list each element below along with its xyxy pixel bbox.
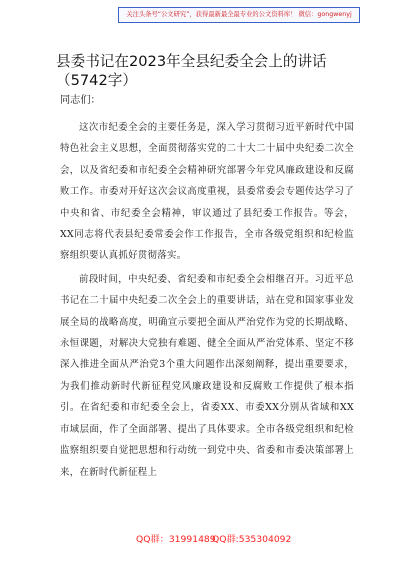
footer-qq-group-left: QQ群：31991489 xyxy=(136,534,216,545)
document-title-line2: （5742字） xyxy=(56,72,137,89)
document-title-line1: 县委书记在2023年全县纪委全会上的讲话 xyxy=(56,53,327,70)
greeting: 同志们： xyxy=(60,95,101,106)
footer-contact xyxy=(0,533,408,547)
body-paragraph-1: 这次市纪委全会的主要任务是，深入学习贯彻习近平新时代中国特色社会主义思想，全面贯彻落实党的二十大二十届中央纪委二次全会，以及省纪委和市纪委全会精神研究部署今年党风廉政建设和反腐败工作。市委对开好这次会议高度重视，县委常委会专题传达学习了中央和省、市纪委全会精神，审议通过了县纪委工作报告。等会，XX同志将代表县纪委常委会作工作报告，全市各级党组织和纪检监察组织要认真抓好贯彻落实。 xyxy=(60,122,354,262)
document-title xyxy=(56,52,376,90)
body-paragraph-2: 前段时间，中央纪委、省纪委和市纪委全会相继召开。习近平总书记在二十届中央纪委二次全会上的重要讲话，站在党和国家事业发展全局的战略高度，明确宣示要把全面从严治党作为党的长期战略、永恒课题，对解决大党独有难题、健全全面从严治党体系、坚定不移深入推进全面从严治党3个重大问题作出深刻阐释，提出重要要求，为我们推动新时代新征程党风廉政建设和反腐败工作提供了根本指引。在省纪委和市纪委全会上，省委XX、市委XX分别从省域和XX市域层面，作了全面部署、提出了具体要求。全市各级党组织和纪检监察组织要自觉把思想和行动统一到党中央、省委和市委决策部署上来，在新时代新征程上 xyxy=(60,273,354,478)
footer-qq-group-right: QQ群:535304092 xyxy=(212,534,292,545)
document-body xyxy=(60,117,354,485)
header-banner: 关注头条号“公文研究”，获得最新最全最专业的公文资料库！ 微信：gongwenyj xyxy=(118,7,360,23)
